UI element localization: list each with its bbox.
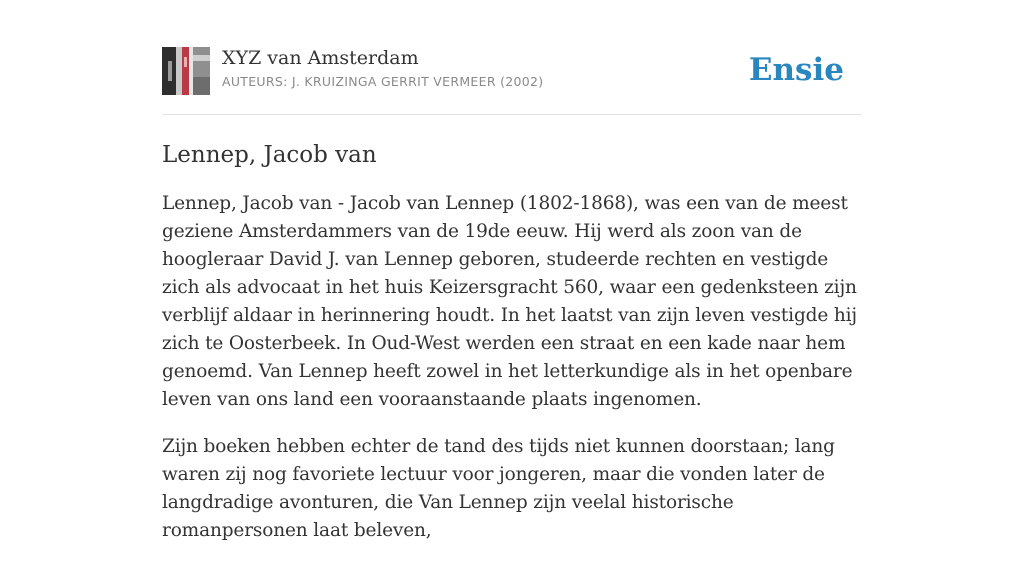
entry-body (162, 190, 862, 545)
book-cover-image (162, 47, 210, 95)
entry-paragraph: Zijn boeken hebben echter de tand des tijds niet kunnen doorstaan; lang waren zij nog favoriete lectuur voor jongeren, maar die vonden later de langdradige avonturen, die Van Lennep zijn veelal historische romanpersonen laat beleven, (162, 436, 835, 541)
book-title[interactable]: XYZ van Amsterdam (222, 47, 419, 69)
content-container (162, 46, 862, 564)
header (162, 46, 862, 115)
entry-paragraph: Lennep, Jacob van - Jacob van Lennep (1802-1868), was een van de meest geziene Amsterdammers van de 19de eeuw. Hij werd als zoon van de hoogleraar David J. van Lennep geboren, studeerde rechten en vestigde zich als advocaat in het huis Keizersgracht 560, waar een gedenksteen zijn verblijf aldaar in herinnering houdt. In het laatst van zijn leven vestigde hij zich te Oosterbeek. In Oud-West werden een straat en een kade naar hem genoemd. Van Lennep heeft zowel in het letterkundige als in het openbare leven van ons land een vooraanstaande plaats ingenomen. (162, 193, 857, 410)
book-cover-thumbnail-icon[interactable] (162, 47, 210, 95)
entry-title: Lennep, Jacob van (162, 142, 377, 168)
ensie-logo-link[interactable]: Ensie (748, 52, 844, 88)
book-authors: AUTEURS: J. KRUIZINGA GERRIT VERMEER (2002) (222, 74, 544, 89)
